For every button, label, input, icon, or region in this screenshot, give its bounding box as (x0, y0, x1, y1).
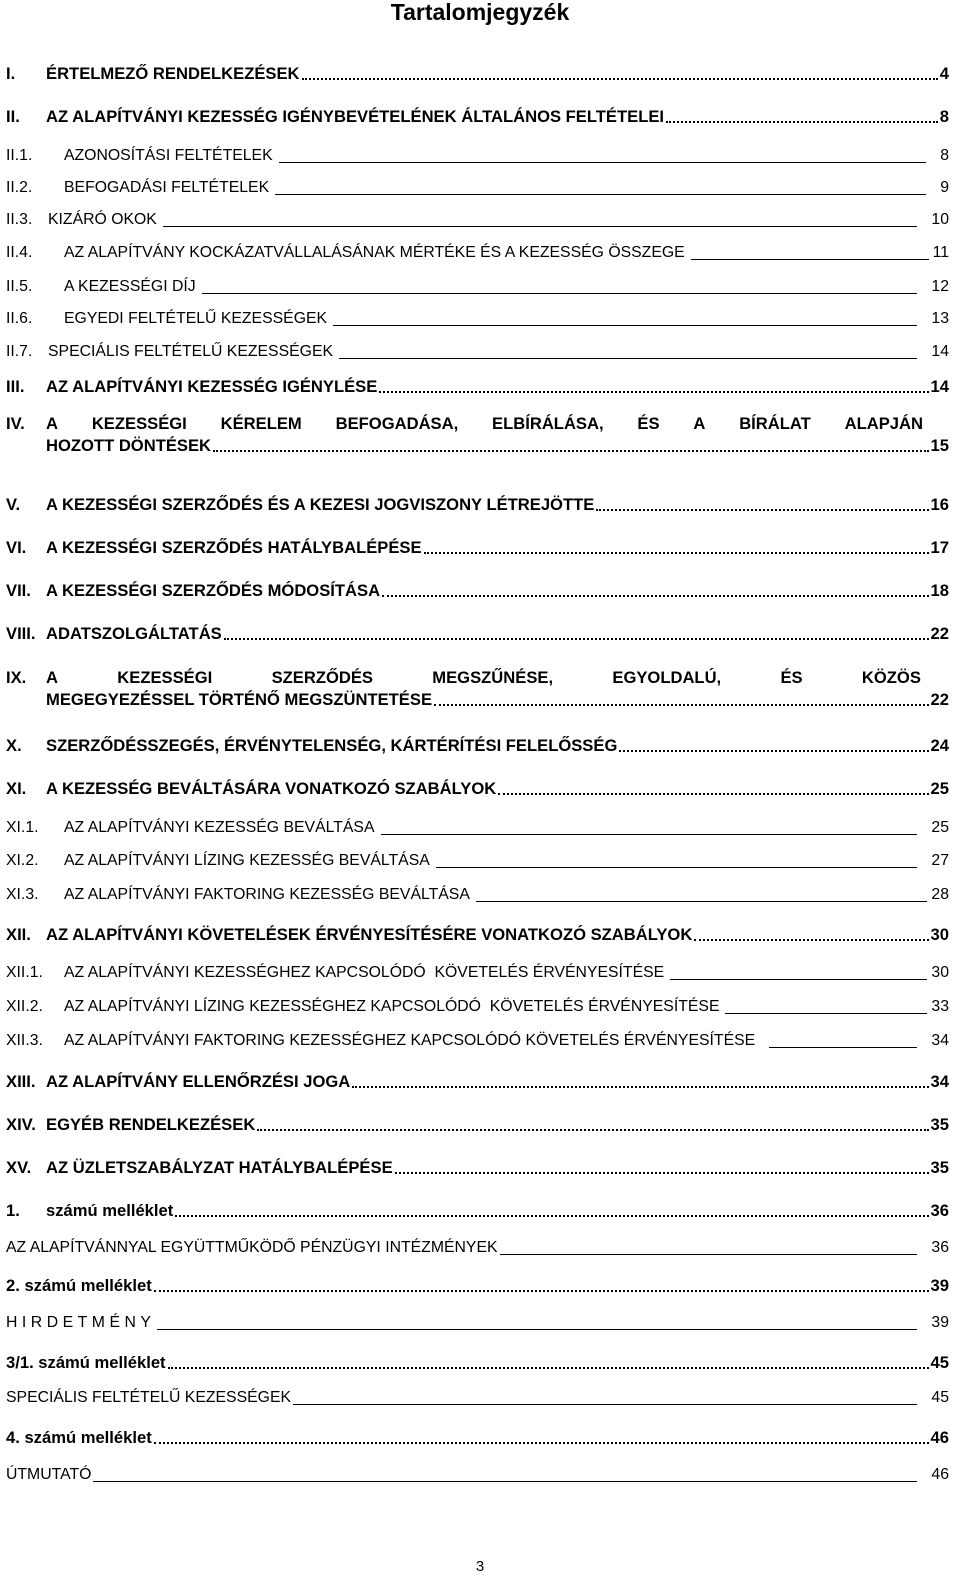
toc-leader (213, 450, 929, 452)
toc-number: XI.1. (6, 819, 39, 836)
toc-title: SZERZŐDÉSSZEGÉS, ÉRVÉNYTELENSÉG, KÁRTÉRÍTÉSI FELELŐSSÉG (46, 736, 618, 755)
toc-leader (154, 1442, 929, 1444)
toc-title-line1: A KEZESSÉGI SZERZŐDÉS MEGSZŰNÉSE, EGYOLDALÚ, ÉS KÖZÖS (46, 668, 921, 687)
toc-entry[interactable] (6, 734, 949, 756)
toc-title: AZ ALAPÍTVÁNY KOCKÁZATVÁLLALÁSÁNAK MÉRTÉKE ÉS A KEZESSÉG ÖSSZEGE (64, 244, 685, 261)
toc-title: AZ ÜZLETSZABÁLYZAT HATÁLYBALÉPÉSE (46, 1158, 393, 1177)
toc-page: 13 (931, 310, 949, 327)
toc-leader (302, 78, 938, 80)
toc-title: 4. számú melléklet (6, 1428, 152, 1447)
toc-page: 35 (930, 1158, 949, 1177)
page-number: 3 (475, 1558, 485, 1575)
toc-page: 25 (931, 819, 949, 836)
toc-page: 15 (930, 436, 949, 455)
toc-leader (424, 552, 929, 554)
toc-entry[interactable] (6, 493, 949, 515)
toc-title: AZ ALAPÍTVÁNYI KEZESSÉG BEVÁLTÁSA (64, 819, 375, 836)
toc-page: 33 (931, 998, 949, 1015)
toc-page: 25 (930, 779, 949, 798)
toc-title: AZ ALAPÍTVÁNYI FAKTORING KEZESSÉG BEVÁLTÁSA (64, 886, 470, 903)
toc-page: 22 (930, 624, 949, 643)
toc-page: 36 (931, 1239, 949, 1256)
toc-number: 1. (6, 1201, 20, 1220)
toc-number: II.3. (6, 211, 33, 228)
toc-leader (498, 793, 928, 795)
toc-page: 16 (930, 495, 949, 514)
toc-entry[interactable] (6, 1156, 949, 1178)
toc-leader (725, 1013, 927, 1014)
toc-title: HOZOTT DÖNTÉSEK (46, 436, 212, 455)
toc-number: II.7. (6, 343, 33, 360)
toc-page: 35 (930, 1115, 949, 1134)
toc-page: 22 (930, 690, 949, 709)
toc-leader (379, 391, 928, 393)
toc-entry[interactable] (6, 1199, 949, 1221)
toc-leader (175, 1215, 928, 1217)
toc-page: 11 (932, 244, 949, 261)
toc-entry[interactable] (6, 274, 949, 296)
toc-entry[interactable] (6, 375, 949, 397)
toc-leader (154, 1290, 929, 1292)
toc-number: IX. (6, 668, 27, 687)
toc-leader (382, 595, 928, 597)
toc-leader (352, 1086, 928, 1088)
toc-title: A KEZESSÉG BEVÁLTÁSÁRA VONATKOZÓ SZABÁLYOK (46, 779, 497, 798)
toc-page: 18 (930, 581, 949, 600)
toc-leader (293, 1404, 917, 1405)
toc-number: XI.3. (6, 886, 39, 903)
toc-title: AZ ALAPÍTVÁNYI KEZESSÉG IGÉNYLÉSE (46, 377, 378, 396)
toc-number: XII.2. (6, 998, 43, 1015)
toc-number: II.6. (6, 310, 33, 327)
toc-entry[interactable] (6, 306, 949, 328)
toc-number: V. (6, 495, 21, 514)
toc-leader (666, 121, 938, 123)
toc-leader (500, 1254, 918, 1255)
toc-page: 9 (940, 179, 949, 196)
toc-leader (670, 979, 927, 980)
toc-entry[interactable] (6, 105, 949, 127)
toc-entry[interactable] (6, 882, 949, 904)
toc-title: ÚTMUTATÓ (6, 1466, 92, 1483)
toc-leader (769, 1047, 917, 1048)
toc-page: 4 (939, 64, 949, 83)
toc-title: A KEZESSÉGI SZERZŐDÉS ÉS A KEZESI JOGVISZONY LÉTREJÖTTE (46, 495, 595, 514)
toc-leader (476, 901, 928, 902)
toc-number: XI. (6, 779, 27, 798)
toc-page: 34 (931, 1032, 949, 1049)
toc-leader (434, 704, 929, 706)
toc-leader (157, 1329, 917, 1330)
toc-page: 45 (930, 1353, 949, 1372)
toc-leader (691, 259, 929, 260)
toc-number: VIII. (6, 624, 36, 643)
toc-title: MEGEGYEZÉSSEL TÖRTÉNŐ MEGSZÜNTETÉSE (46, 690, 433, 709)
toc-leader (395, 1172, 929, 1174)
toc-number: XII.3. (6, 1032, 43, 1049)
toc-entry[interactable] (6, 1274, 949, 1296)
toc-title: ÉRTELMEZŐ RENDELKEZÉSEK (46, 64, 300, 83)
toc-entry[interactable] (6, 777, 949, 799)
toc-title: KIZÁRÓ OKOK (48, 211, 157, 228)
toc-page: 30 (930, 925, 949, 944)
toc-number: II.5. (6, 278, 33, 295)
toc-page: 8 (939, 107, 949, 126)
toc-title: AZONOSÍTÁSI FELTÉTELEK (64, 147, 273, 164)
toc-number: XIV. (6, 1115, 36, 1134)
toc-title: A KEZESSÉGI SZERZŐDÉS MÓDOSÍTÁSA (46, 581, 381, 600)
toc-entry[interactable] (6, 960, 949, 982)
toc-title: EGYEDI FELTÉTELŰ KEZESSÉGEK (64, 310, 328, 327)
toc-number: X. (6, 736, 22, 755)
toc-title: AZ ALAPÍTVÁNYI KÖVETELÉSEK ÉRVÉNYESÍTÉSÉRE VONATKOZÓ SZABÁLYOK (46, 925, 693, 944)
toc-title: SPECIÁLIS FELTÉTELŰ KEZESSÉGEK (48, 343, 334, 360)
toc-number: XII. (6, 925, 31, 944)
toc-title: ADATSZOLGÁLTATÁS (46, 624, 222, 643)
toc-leader (279, 162, 927, 163)
toc-title: számú melléklet (46, 1201, 174, 1220)
toc-entry[interactable] (6, 666, 949, 710)
toc-number: III. (6, 377, 25, 396)
toc-title: SPECIÁLIS FELTÉTELŰ KEZESSÉGEK (6, 1389, 292, 1406)
toc-entry[interactable] (6, 815, 949, 837)
toc-page: 39 (930, 1276, 949, 1295)
toc-title: AZ ALAPÍTVÁNYI FAKTORING KEZESSÉGHEZ KAPCSOLÓDÓ KÖVETELÉS ÉRVÉNYESÍTÉSE (64, 1032, 756, 1049)
toc-number: XI.2. (6, 852, 39, 869)
toc-entry[interactable] (6, 1385, 949, 1407)
toc-entry[interactable] (6, 1351, 949, 1373)
toc-title: 3/1. számú melléklet (6, 1353, 166, 1372)
toc-title-line1: A KEZESSÉGI KÉRELEM BEFOGADÁSA, ELBÍRÁLÁSA, ÉS A BÍRÁLAT ALAPJÁN (46, 414, 923, 433)
toc-entry[interactable] (6, 848, 949, 870)
toc-title: AZ ALAPÍTVÁNY ELLENŐRZÉSI JOGA (46, 1072, 351, 1091)
toc-page: 30 (931, 964, 949, 981)
toc-page: 10 (931, 211, 949, 228)
toc-title: AZ ALAPÍTVÁNYI LÍZING KEZESSÉGHEZ KAPCSOLÓDÓ KÖVETELÉS ÉRVÉNYESÍTÉSE (64, 998, 720, 1015)
toc-number: II.2. (6, 179, 33, 196)
toc-number: II.4. (6, 244, 33, 261)
toc-leader (93, 1481, 917, 1482)
toc-entry[interactable] (6, 240, 949, 262)
toc-page: 8 (940, 147, 949, 164)
toc-page: 39 (931, 1314, 949, 1331)
toc-title: HIRDETMÉNY (6, 1314, 156, 1331)
toc-leader (168, 1367, 929, 1369)
toc-page: 28 (931, 886, 949, 903)
toc-page: 46 (931, 1466, 949, 1483)
toc-entry[interactable] (6, 994, 949, 1016)
toc-entry[interactable] (6, 412, 949, 456)
toc-number: XV. (6, 1158, 32, 1177)
toc-page: 12 (931, 278, 949, 295)
toc-title: AZ ALAPÍTVÁNYI KEZESSÉGHEZ KAPCSOLÓDÓ KÖVETELÉS ÉRVÉNYESÍTÉSE (64, 964, 665, 981)
toc-entry[interactable] (6, 1028, 949, 1050)
toc-entry[interactable] (6, 1070, 949, 1092)
toc-entry[interactable] (6, 207, 949, 229)
toc-page: 36 (930, 1201, 949, 1220)
toc-number: VII. (6, 581, 31, 600)
toc-leader (694, 939, 928, 941)
toc-entry[interactable] (6, 339, 949, 361)
toc-number: II.1. (6, 147, 33, 164)
toc-entry[interactable] (6, 1462, 949, 1484)
toc-entry[interactable] (6, 622, 949, 644)
toc-number: XII.1. (6, 964, 43, 981)
toc-leader (202, 293, 918, 294)
toc-number: II. (6, 107, 20, 126)
toc-entry[interactable] (6, 175, 949, 197)
toc-entry[interactable] (6, 579, 949, 601)
toc-leader (333, 325, 917, 326)
toc-title: A KEZESSÉGI SZERZŐDÉS HATÁLYBALÉPÉSE (46, 538, 422, 557)
toc-page: 17 (930, 538, 949, 557)
toc-entry[interactable] (6, 923, 949, 945)
toc-entry[interactable] (6, 1113, 949, 1135)
toc-page: 27 (931, 852, 949, 869)
toc-entry[interactable] (6, 62, 949, 84)
toc-number: VI. (6, 538, 27, 557)
toc-page: 24 (930, 736, 949, 755)
toc-title: AZ ALAPÍTVÁNNYAL EGYÜTTMŰKÖDŐ PÉNZÜGYI INTÉZMÉNYEK (6, 1239, 498, 1256)
toc-title: BEFOGADÁSI FELTÉTELEK (64, 179, 270, 196)
toc-entry[interactable] (6, 1426, 949, 1448)
toc-entry[interactable] (6, 1310, 949, 1332)
toc-title: 2. számú melléklet (6, 1276, 152, 1295)
toc-entry[interactable] (6, 1235, 949, 1257)
toc-leader (257, 1129, 928, 1131)
toc-page: 34 (930, 1072, 949, 1091)
toc-title: A KEZESSÉGI DÍJ (64, 278, 196, 295)
toc-leader (163, 226, 918, 227)
toc-leader (381, 834, 918, 835)
toc-page: 45 (931, 1389, 949, 1406)
toc-leader (224, 638, 929, 640)
toc-page: 46 (930, 1428, 949, 1447)
toc-entry[interactable] (6, 143, 949, 165)
toc-leader (339, 358, 917, 359)
toc-number: IV. (6, 414, 25, 433)
toc-leader (275, 194, 926, 195)
toc-page: 14 (931, 343, 949, 360)
toc-title: EGYÉB RENDELKEZÉSEK (46, 1115, 256, 1134)
toc-leader (619, 750, 928, 752)
toc-entry[interactable] (6, 536, 949, 558)
toc-title: AZ ALAPÍTVÁNYI KEZESSÉG IGÉNYBEVÉTELÉNEK ÁLTALÁNOS FELTÉTELEI (46, 107, 665, 126)
toc-title: AZ ALAPÍTVÁNYI LÍZING KEZESSÉG BEVÁLTÁSA (64, 852, 430, 869)
toc-page: 14 (930, 377, 949, 396)
toc-leader (596, 509, 928, 511)
page-title: Tartalomjegyzék (390, 0, 570, 25)
toc-number: I. (6, 64, 16, 83)
toc-number: XIII. (6, 1072, 36, 1091)
toc-leader (436, 867, 918, 868)
